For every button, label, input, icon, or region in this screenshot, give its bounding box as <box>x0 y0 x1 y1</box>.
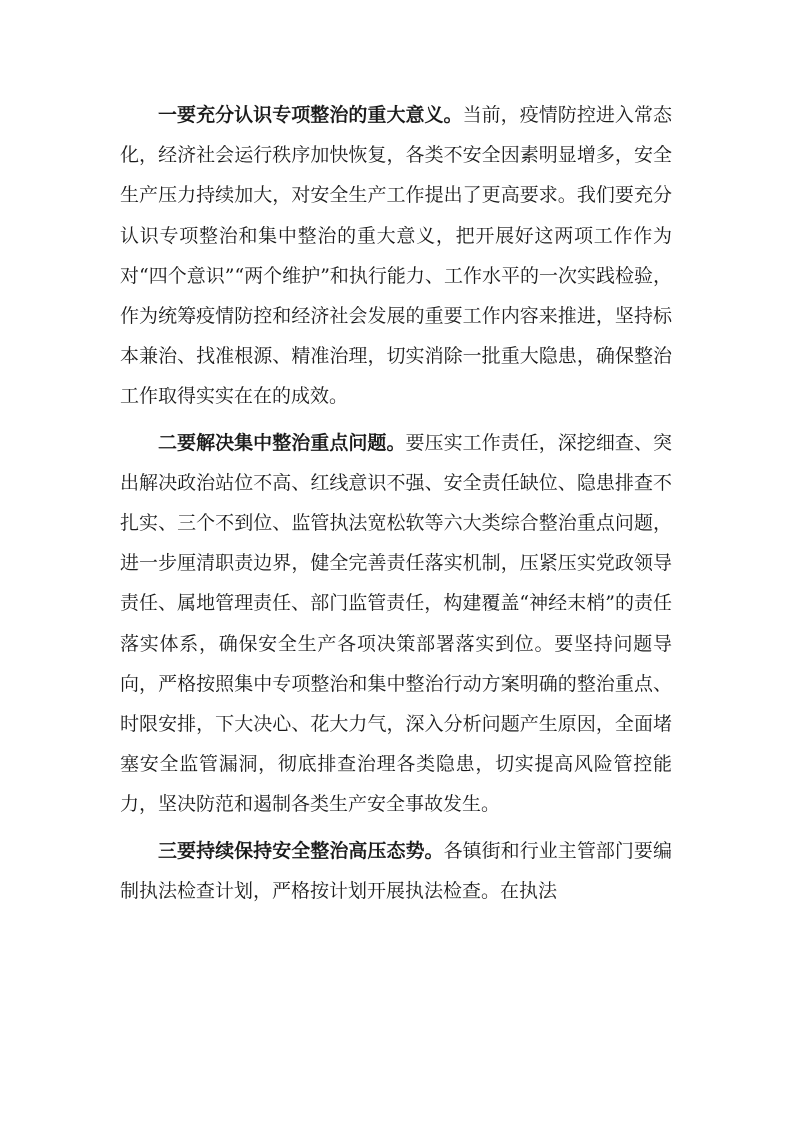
paragraph-1-body: 当前，疫情防控进入常态化，经济社会运行秩序加快恢复，各类不安全因素明显增多，安全生产压力持续加大，对安全生产工作提出了更高要求。我们要充分认识专项整治和集中整治的重大意义，把开展好这两项工作作为对“四个意识”“两个维护”和执行能力、工作水平的一次实践检验，作为统筹疫情防控和经济社会发展的重要工作内容来推进，坚持标本兼治、找准根源、精准治理，切实消除一批重大隐患，确保整治工作取得实实在在的成效。 <box>120 104 672 408</box>
paragraph-1-heading: 一要充分认识专项整治的重大意义。 <box>158 104 463 126</box>
paragraph-1 <box>120 95 672 417</box>
document-page <box>120 95 672 917</box>
paragraph-2 <box>120 423 672 825</box>
paragraph-3 <box>120 831 672 911</box>
paragraph-3-body: 各镇街和行业主管部门要编制执法检查计划，严格按计划开展执法检查。在执法 <box>120 839 672 902</box>
paragraph-2-body: 要压实工作责任，深挖细查、突出解决政治站位不高、红线意识不强、安全责任缺位、隐患排查不扎实、三个不到位、监管执法宽松软等六大类综合整治重点问题，进一步厘清职责边界，健全完善责任落实机制，压紧压实党政领导责任、属地管理责任、部门监管责任，构建覆盖“神经末梢”的责任落实体系，确保安全生产各项决策部署落实到位。要坚持问题导向，严格按照集中专项整治和集中整治行动方案明确的整治重点、时限安排，下大决心、花大力气，深入分析问题产生原因，全面堵塞安全监管漏洞，彻底排查治理各类隐患，切实提高风险管控能力，坚决防范和遏制各类生产安全事故发生。 <box>120 431 672 816</box>
paragraph-3-heading: 三要持续保持安全整治高压态势。 <box>158 839 444 862</box>
paragraph-2-heading: 二要解决集中整治重点问题。 <box>158 431 406 454</box>
